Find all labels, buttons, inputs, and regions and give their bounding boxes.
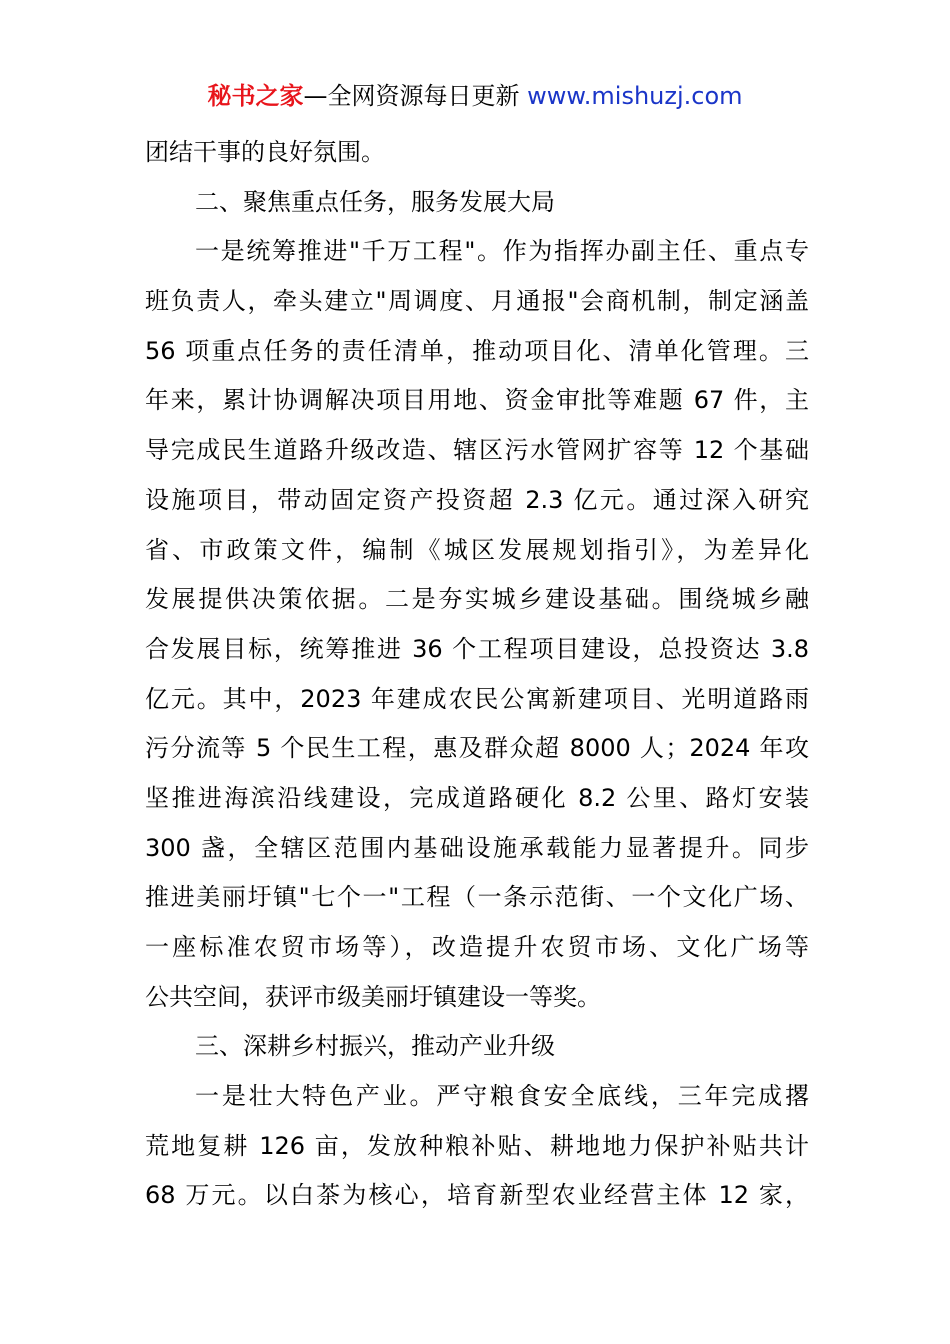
section-heading-2: 二、聚焦重点任务，服务发展大局 bbox=[195, 187, 555, 216]
text-line: 设施项目，带动固定资产投资超 2.3 亿元。通过深入研究 bbox=[145, 485, 809, 514]
text-line: 坚推进海滨沿线建设，完成道路硬化 8.2 公里、路灯安装 bbox=[145, 783, 809, 812]
text-line: 300 盏，全辖区范围内基础设施承载能力显著提升。同步 bbox=[145, 833, 809, 862]
brand-name: 秘书之家 bbox=[207, 82, 304, 110]
text-line: 污分流等 5 个民生工程，惠及群众超 8000 人；2024 年攻 bbox=[145, 734, 809, 763]
text-line: 发展提供决策依据。二是夯实城乡建设基础。围绕城乡融 bbox=[145, 585, 809, 614]
text-line: 导完成民生道路升级改造、辖区污水管网扩容等 12 个基础 bbox=[145, 436, 809, 465]
text-line: 一是壮大特色产业。严守粮食安全底线，三年完成撂 bbox=[195, 1082, 809, 1111]
header-url-link[interactable]: www.mishuzj.com bbox=[527, 82, 743, 110]
text-line: 荒地复耕 126 亩，发放种粮补贴、耕地地力保护补贴共计 bbox=[145, 1131, 809, 1160]
text-line: 一座标准农贸市场等），改造提升农贸市场、文化广场等 bbox=[145, 933, 809, 961]
section-heading-3: 三、深耕乡村振兴，推动产业升级 bbox=[195, 1032, 555, 1061]
text-line: 合发展目标，统筹推进 36 个工程项目建设，总投资达 3.8 bbox=[145, 634, 809, 663]
header-tagline: —全网资源每日更新 bbox=[303, 82, 528, 110]
text-line: 省、市政策文件，编制《城区发展规划指引》，为差异化 bbox=[145, 535, 809, 564]
text-line: 68 万元。以白茶为核心，培育新型农业经营主体 12 家， bbox=[145, 1181, 809, 1210]
text-line: 公共空间，获评市级美丽圩镇建设一等奖。 bbox=[145, 982, 601, 1011]
document-body bbox=[145, 128, 809, 1221]
text-line: 推进美丽圩镇"七个一"工程（一条示范街、一个文化广场、 bbox=[145, 883, 809, 912]
text-line: 年来，累计协调解决项目用地、资金审批等难题 67 件，主 bbox=[145, 386, 809, 415]
text-line: 亿元。其中，2023 年建成农民公寓新建项目、光明道路雨 bbox=[145, 684, 809, 713]
text-line: 56 项重点任务的责任清单，推动项目化、清单化管理。三 bbox=[145, 336, 809, 365]
text-line: 团结干事的良好氛围。 bbox=[145, 138, 385, 166]
text-line: 一是统筹推进"千万工程"。作为指挥办副主任、重点专 bbox=[195, 237, 809, 266]
page-header bbox=[0, 80, 950, 112]
text-line: 班负责人，牵头建立"周调度、月通报"会商机制，制定涵盖 bbox=[145, 287, 809, 316]
